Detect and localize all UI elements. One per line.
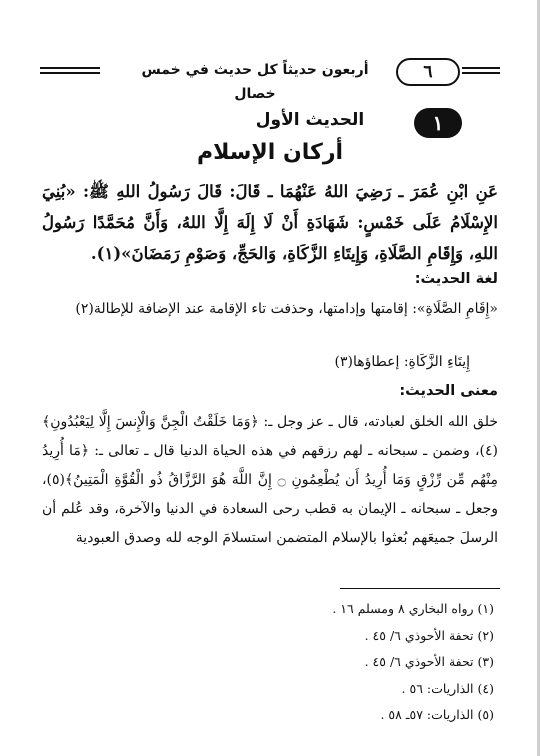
header-rule <box>462 72 500 74</box>
footnote: (٣) تحفة الأحوذي ٦/ ٤٥ . <box>364 654 494 669</box>
page-number: ٦ <box>396 58 460 86</box>
hadith-text: عَنِ ابْنِ عُمَرَ ـ رَضِيَ اللهُ عَنْهُمَا ـ قَالَ: قَالَ رَسُولُ اللهِ ﷺ: «بُنِيَ الإِسْلَامُ عَلَى خَمْسٍ: شَهَادَةِ أَنْ لَا إِلَهَ إِلَّا اللهُ، وَأَنَّ مُحَمَّدًا رَسُولُ اللهِ، وَإِقَامِ الصَّلَاةِ، وَإِيتَاءِ الزَّكَاةِ، وَالحَجِّ، وَصَوْمِ رَمَضَانَ»(١). <box>42 182 498 263</box>
header-rule <box>40 72 100 74</box>
section-heading-meaning: معنى الحديث: <box>399 383 498 399</box>
header-rule <box>40 67 100 69</box>
footnotes <box>200 596 494 729</box>
section-heading-language: لغة الحديث: <box>414 271 498 287</box>
footnote: (٢) تحفة الأحوذي ٦/ ٤٥ . <box>364 627 494 643</box>
chapter-title: أركان الإسلام <box>196 140 344 165</box>
hadith-label: الحديث الأول <box>255 110 365 130</box>
language-note: إِيتَاءِ الزَّكَاةِ: إعطاؤها(٣) <box>334 354 470 370</box>
footnote: (٤) الذاريات: ٥٦ . <box>401 680 494 696</box>
book-title: أربعون حديثاً كل حديث في خمس خصال <box>141 62 369 102</box>
footnote: (١) رواه البخاري ٨ ومسلم ١٦ . <box>332 601 494 616</box>
meaning-text: خلق الله الخلق لعبادته، قال ـ عز وجل ـ: ﴿وَمَا خَلَقْتُ الْجِنَّ وَالْإِنسَ إِلَّا لِيَعْبُدُونِ﴾(٤)، وضمن ـ سبحانه ـ لهم رزقهم في هذه الحياة الدنيا قال ـ تعالى ـ: ﴿مَا أُرِيدُ مِنْهُم مِّن رِّزْقٍ وَمَا أُرِيدُ أَن يُطْعِمُونِ ۝ إِنَّ اللَّهَ هُوَ الرَّزَّاقُ ذُو الْقُوَّةِ الْمَتِينُ﴾(٥)، وجعل ـ سبحانه ـ الإيمان به قطب رحى السعادة في الدنيا والآخرة، وقد عُلم أن الرسلَ جميعَهم بُعثوا بالإسلام المتضمن استسلامَ الوجه لله وصدق العبودية <box>42 414 498 546</box>
language-note: «إِقَامِ الصَّلَاةِ»: إقامتها وإدامتها، وحذفت تاء الإقامة عند الإضافة للإطالة(٢) <box>75 301 498 317</box>
hadith-number-badge: ١ <box>414 108 462 138</box>
footnote-separator <box>340 588 500 589</box>
running-header <box>40 58 500 102</box>
footnote: (٥) الذاريات: ٥٧ـ ٥٨ . <box>380 707 494 722</box>
header-rule <box>462 67 500 69</box>
